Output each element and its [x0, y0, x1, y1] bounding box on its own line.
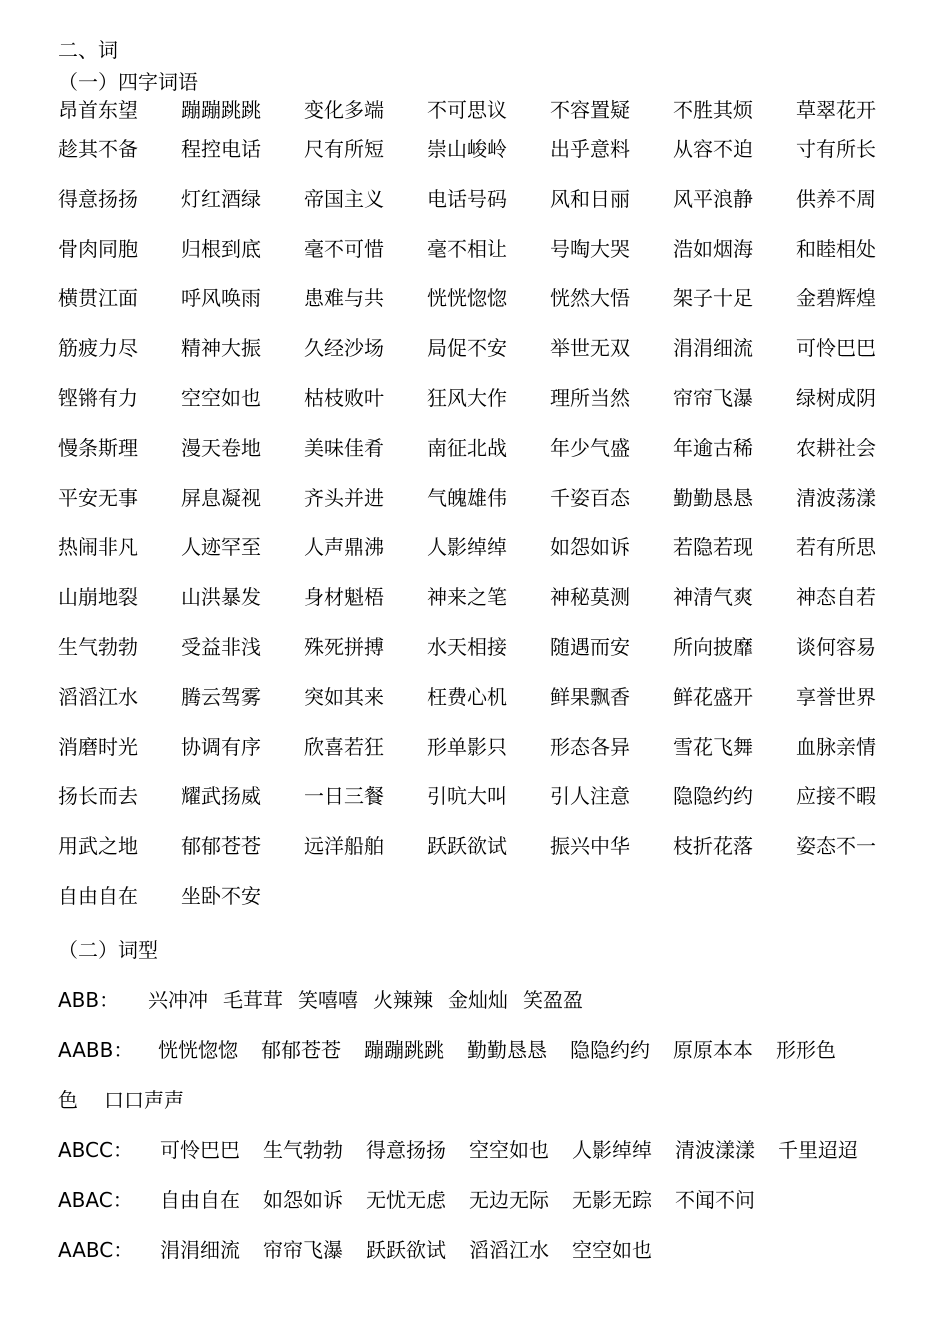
- word-cell: 不可思议: [427, 98, 507, 122]
- subsection-word-pattern-title: （二）词型: [58, 938, 158, 962]
- word-cell: 水天相接: [427, 635, 507, 659]
- word-cell: 受益非浅: [181, 635, 261, 659]
- word-cell: 灯红酒绿: [181, 186, 261, 211]
- pattern-abac-label: ABAC：: [58, 1188, 133, 1212]
- word-cell: 恍然大悟: [550, 286, 630, 311]
- word-cell: 绿树成阴: [796, 386, 876, 410]
- word-cell: 殊死拼搏: [304, 635, 384, 659]
- word-cell: 齐头并进: [304, 485, 384, 510]
- word-cell: 漫天卷地: [181, 435, 261, 460]
- word-cell: 年少气盛: [550, 435, 630, 460]
- word-cell: 骨肉同胞: [58, 236, 138, 261]
- word-row: [58, 486, 938, 510]
- word-cell: 人影绰绰: [427, 535, 507, 560]
- word-cell: 架子十足: [673, 286, 753, 311]
- pattern-item: 隐隐约约: [570, 1038, 650, 1062]
- word-cell: 帝国主义: [304, 186, 384, 211]
- word-cell: 气魄雄伟: [427, 485, 507, 510]
- word-row: [58, 286, 938, 310]
- word-row: [58, 585, 938, 609]
- word-cell: 年逾古稀: [673, 435, 753, 460]
- word-cell: 理所当然: [550, 386, 630, 410]
- word-cell: 不容置疑: [550, 98, 630, 122]
- word-row: [58, 137, 938, 161]
- pattern-aabb-label: AABB：: [58, 1038, 134, 1062]
- word-cell: 变化多端: [304, 98, 384, 122]
- word-row: [58, 187, 938, 211]
- word-cell: 腾云驾雾: [181, 684, 261, 709]
- pattern-item: 蹦蹦跳跳: [364, 1038, 444, 1062]
- word-cell: 清波荡漾: [796, 485, 876, 510]
- pattern-item: 生气勃勃: [263, 1138, 343, 1162]
- word-cell: 勤勤恳恳: [673, 485, 753, 510]
- word-cell: 举世无双: [550, 336, 630, 361]
- word-cell: 神来之笔: [427, 585, 507, 610]
- word-row: [58, 237, 938, 261]
- word-cell: 号啕大哭: [550, 236, 630, 261]
- word-cell: 人声鼎沸: [304, 535, 384, 560]
- pattern-item: 口口声声: [104, 1088, 184, 1112]
- pattern-abb-line: [58, 988, 583, 1012]
- pattern-aabb-line-continued: [58, 1088, 184, 1112]
- word-cell: 自由自在: [58, 884, 138, 908]
- pattern-item: 笑盈盈: [523, 988, 583, 1012]
- pattern-item: 如怨如诉: [263, 1188, 343, 1212]
- word-cell: 热闹非凡: [58, 535, 138, 560]
- pattern-item: 可怜巴巴: [160, 1138, 240, 1162]
- word-cell: 涓涓细流: [673, 336, 753, 361]
- pattern-item: 自由自在: [160, 1188, 240, 1212]
- word-cell: 铿锵有力: [58, 386, 138, 410]
- word-row: [58, 386, 938, 410]
- pattern-aabb-line: [58, 1038, 836, 1062]
- pattern-item: 无影无踪: [572, 1188, 652, 1212]
- word-cell: 若有所思: [796, 535, 876, 560]
- word-cell: 所向披靡: [673, 635, 753, 659]
- word-cell: 不胜其烦: [673, 98, 753, 122]
- pattern-item: 得意扬扬: [366, 1138, 446, 1162]
- word-row: [58, 784, 938, 808]
- pattern-item: 形形色: [776, 1038, 836, 1062]
- word-cell: 耀武扬威: [181, 784, 261, 809]
- word-row: [58, 685, 938, 709]
- word-cell: 扬长而去: [58, 784, 138, 809]
- word-cell: 欣喜若狂: [304, 734, 384, 759]
- pattern-item: 人影绰绰: [572, 1138, 652, 1162]
- pattern-item: 原原本本: [673, 1038, 753, 1062]
- word-row: [58, 436, 938, 460]
- pattern-item: 兴冲冲: [148, 988, 208, 1012]
- word-cell: 神秘莫测: [550, 585, 630, 610]
- word-cell: 患难与共: [304, 286, 384, 311]
- word-cell: 屏息凝视: [181, 485, 261, 510]
- pattern-item: 无边无际: [469, 1188, 549, 1212]
- word-cell: 形单影只: [427, 734, 507, 759]
- word-cell: 毫不相让: [427, 236, 507, 261]
- word-cell: 空空如也: [181, 386, 261, 410]
- word-cell: 风平浪静: [673, 186, 753, 211]
- word-cell: 若隐若现: [673, 535, 753, 560]
- word-cell: 身材魁梧: [304, 585, 384, 610]
- word-cell: 风和日丽: [550, 186, 630, 211]
- word-cell: 精神大振: [181, 336, 261, 361]
- word-cell: 得意扬扬: [58, 186, 138, 211]
- word-cell: 享誉世界: [796, 684, 876, 709]
- word-cell: 归根到底: [181, 236, 261, 261]
- word-cell: 形态各异: [550, 734, 630, 759]
- word-cell: 神态自若: [796, 585, 876, 610]
- word-cell: 雪花飞舞: [673, 734, 753, 759]
- pattern-item: 笑嘻嘻: [298, 988, 358, 1012]
- word-row: [58, 735, 938, 759]
- word-cell: 程控电话: [181, 137, 261, 161]
- word-cell: 鲜果飘香: [550, 684, 630, 709]
- pattern-abcc-label: ABCC：: [58, 1138, 133, 1162]
- word-cell: 引吭大叫: [427, 784, 507, 809]
- word-cell: 山崩地裂: [58, 585, 138, 610]
- word-cell: 枉费心机: [427, 684, 507, 709]
- word-cell: 如怨如诉: [550, 535, 630, 560]
- word-cell: 跃跃欲试: [427, 834, 507, 859]
- word-cell: 寸有所长: [796, 137, 876, 161]
- pattern-item: 不闻不问: [675, 1188, 755, 1212]
- word-cell: 远洋船舶: [304, 834, 384, 859]
- word-cell: 狂风大作: [427, 386, 507, 410]
- word-cell: 枯枝败叶: [304, 386, 384, 410]
- pattern-item: 金灿灿: [448, 988, 508, 1012]
- word-cell: 引人注意: [550, 784, 630, 809]
- word-cell: 山洪暴发: [181, 585, 261, 610]
- pattern-aabc-label: AABC：: [58, 1238, 134, 1262]
- word-cell: 供养不周: [796, 186, 876, 211]
- pattern-item: 无忧无虑: [366, 1188, 446, 1212]
- word-cell: 浩如烟海: [673, 236, 753, 261]
- pattern-item: 帘帘飞瀑: [263, 1238, 343, 1262]
- word-cell: 协调有序: [181, 734, 261, 759]
- word-cell: 电话号码: [427, 186, 507, 211]
- subsection-four-char-title: （一）四字词语: [58, 70, 198, 94]
- word-cell: 尺有所短: [304, 137, 384, 161]
- word-row: [58, 834, 938, 858]
- word-cell: 平安无事: [58, 485, 138, 510]
- word-row: [58, 884, 938, 908]
- word-cell: 坐卧不安: [181, 884, 261, 908]
- word-cell: 突如其来: [304, 684, 384, 709]
- word-row: [58, 535, 938, 559]
- word-cell: 南征北战: [427, 435, 507, 460]
- word-cell: 姿态不一: [796, 834, 876, 859]
- word-cell: 从容不迫: [673, 137, 753, 161]
- pattern-item: 清波漾漾: [675, 1138, 755, 1162]
- pattern-aabc-line: [58, 1238, 652, 1262]
- word-cell: 美味佳肴: [304, 435, 384, 460]
- word-cell: 生气勃勃: [58, 635, 138, 659]
- word-cell: 振兴中华: [550, 834, 630, 859]
- pattern-item: 空空如也: [469, 1138, 549, 1162]
- pattern-abcc-line: [58, 1138, 858, 1162]
- section-title: 二、词: [58, 38, 118, 62]
- word-cell: 人迹罕至: [181, 535, 261, 560]
- word-cell: 用武之地: [58, 834, 138, 859]
- pattern-item: 恍恍惚惚: [158, 1038, 238, 1062]
- word-cell: 和睦相处: [796, 236, 876, 261]
- pattern-item: 涓涓细流: [160, 1238, 240, 1262]
- word-cell: 滔滔江水: [58, 684, 138, 709]
- word-cell: 农耕社会: [796, 435, 876, 460]
- word-cell: 久经沙场: [304, 336, 384, 361]
- pattern-item: 郁郁苍苍: [261, 1038, 341, 1062]
- word-cell: 昂首东望: [58, 98, 138, 122]
- word-cell: 神清气爽: [673, 585, 753, 610]
- word-row: [58, 635, 938, 659]
- word-row: [58, 336, 938, 360]
- pattern-item: 空空如也: [572, 1238, 652, 1262]
- word-cell: 恍恍惚惚: [427, 286, 507, 311]
- word-cell: 可怜巴巴: [796, 336, 876, 361]
- word-cell: 毫不可惜: [304, 236, 384, 261]
- word-cell: 枝折花落: [673, 834, 753, 859]
- word-cell: 一日三餐: [304, 784, 384, 809]
- word-cell: 消磨时光: [58, 734, 138, 759]
- word-cell: 呼风唤雨: [181, 286, 261, 311]
- word-cell: 帘帘飞瀑: [673, 386, 753, 410]
- word-cell: 郁郁苍苍: [181, 834, 261, 859]
- word-cell: 局促不安: [427, 336, 507, 361]
- pattern-item: 色: [58, 1088, 78, 1112]
- pattern-item: 千里迢迢: [778, 1138, 858, 1162]
- word-cell: 鲜花盛开: [673, 684, 753, 709]
- word-cell: 草翠花开: [796, 98, 876, 122]
- word-cell: 出乎意料: [550, 137, 630, 161]
- word-cell: 隐隐约约: [673, 784, 753, 809]
- pattern-item: 毛茸茸: [223, 988, 283, 1012]
- pattern-abac-line: [58, 1188, 755, 1212]
- pattern-abb-label: ABB：: [58, 988, 120, 1012]
- pattern-item: 勤勤恳恳: [467, 1038, 547, 1062]
- word-cell: 蹦蹦跳跳: [181, 98, 261, 122]
- word-cell: 崇山峻岭: [427, 137, 507, 161]
- word-cell: 应接不暇: [796, 784, 876, 809]
- word-cell: 金碧辉煌: [796, 286, 876, 311]
- word-cell: 慢条斯理: [58, 435, 138, 460]
- word-cell: 横贯江面: [58, 286, 138, 311]
- word-cell: 随遇而安: [550, 635, 630, 659]
- pattern-item: 火辣辣: [373, 988, 433, 1012]
- word-cell: 谈何容易: [796, 635, 876, 659]
- word-cell: 千姿百态: [550, 485, 630, 510]
- word-cell: 筋疲力尽: [58, 336, 138, 361]
- word-cell: 趁其不备: [58, 137, 138, 161]
- word-cell: 血脉亲情: [796, 734, 876, 759]
- word-row: [58, 98, 938, 122]
- pattern-item: 滔滔江水: [469, 1238, 549, 1262]
- pattern-item: 跃跃欲试: [366, 1238, 446, 1262]
